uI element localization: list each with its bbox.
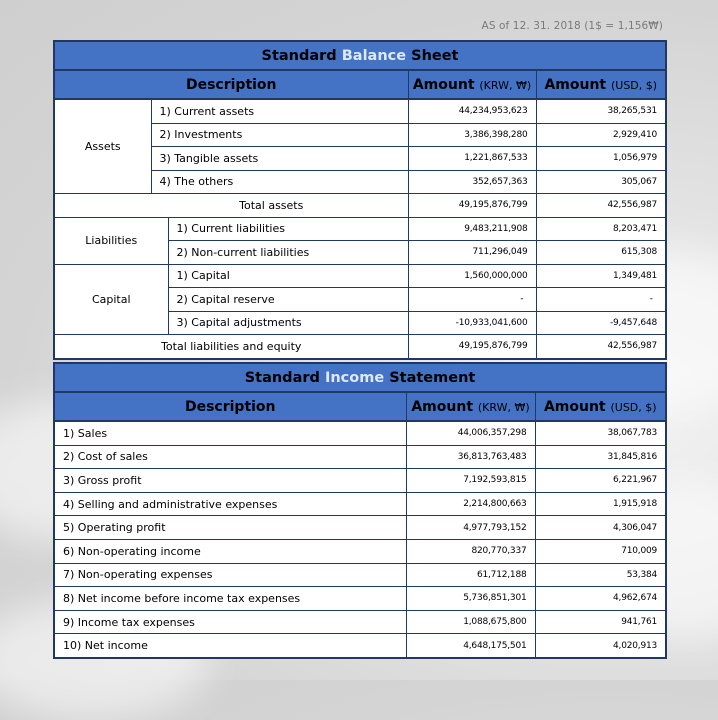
assets-group-label: Assets [54, 99, 151, 194]
krw-value: 49,195,876,799 [408, 194, 536, 218]
col-krw-header: Amount (KRW, ₩) [408, 70, 536, 99]
row-label: 2) Non-current liabilities [168, 241, 408, 265]
row-label: 2) Capital reserve [168, 288, 408, 312]
row-label: 1) Capital [168, 264, 408, 288]
col-usd-header: Amount (USD, $) [536, 70, 666, 99]
krw-value: 36,813,763,483 [406, 445, 535, 469]
usd-value: 4,962,674 [535, 587, 666, 611]
table-row [54, 445, 666, 469]
col-krw-header: Amount (KRW, ₩) [406, 392, 535, 421]
row-label: 3) Gross profit [54, 469, 406, 493]
table-row [54, 469, 666, 493]
table-row [54, 421, 666, 445]
usd-value: 6,221,967 [535, 469, 666, 493]
usd-value: 710,009 [535, 539, 666, 563]
usd-value: 4,306,047 [535, 516, 666, 540]
row-label: 10) Net income [54, 634, 406, 658]
usd-value: 1,349,481 [536, 264, 666, 288]
total-assets-row [54, 194, 666, 218]
usd-value: 53,384 [535, 563, 666, 587]
row-label: Total liabilities and equity [54, 335, 408, 359]
capital-group-label: Capital [54, 264, 168, 335]
krw-value: 3,386,398,280 [408, 123, 536, 147]
row-label: 8) Net income before income tax expenses [54, 587, 406, 611]
usd-value: 38,067,783 [535, 421, 666, 445]
table-row [54, 99, 666, 123]
row-label: 5) Operating profit [54, 516, 406, 540]
krw-value: 49,195,876,799 [408, 335, 536, 359]
krw-value: 352,657,363 [408, 170, 536, 194]
usd-value: 42,556,987 [536, 335, 666, 359]
usd-value: 4,020,913 [535, 634, 666, 658]
krw-value: 61,712,188 [406, 563, 535, 587]
table-row [54, 217, 666, 241]
krw-value: 4,648,175,501 [406, 634, 535, 658]
usd-value: 1,915,918 [535, 492, 666, 516]
balance-sheet-title: Standard Balance Sheet [54, 41, 666, 70]
krw-value: 711,296,049 [408, 241, 536, 265]
krw-value: 1,560,000,000 [408, 264, 536, 288]
table-row [54, 610, 666, 634]
usd-value: -9,457,648 [536, 311, 666, 335]
krw-value: - [408, 288, 536, 312]
krw-value: 4,977,793,152 [406, 516, 535, 540]
krw-value: 44,006,357,298 [406, 421, 535, 445]
krw-value: 5,736,851,301 [406, 587, 535, 611]
usd-value: 42,556,987 [536, 194, 666, 218]
row-label: 3) Tangible assets [151, 147, 408, 171]
row-label: 2) Cost of sales [54, 445, 406, 469]
row-label: Total assets [54, 194, 408, 218]
table-row [54, 587, 666, 611]
usd-value: 305,067 [536, 170, 666, 194]
krw-value: 1,221,867,533 [408, 147, 536, 171]
table-row [54, 634, 666, 658]
row-label: 1) Sales [54, 421, 406, 445]
krw-value: 9,483,211,908 [408, 217, 536, 241]
balance-sheet-table [53, 40, 667, 360]
row-label: 4) The others [151, 170, 408, 194]
table-row [54, 516, 666, 540]
table-row [54, 264, 666, 288]
usd-value: - [536, 288, 666, 312]
row-label: 1) Current assets [151, 99, 408, 123]
krw-value: 44,234,953,623 [408, 99, 536, 123]
row-label: 3) Capital adjustments [168, 311, 408, 335]
income-statement-title: Standard Income Statement [54, 363, 666, 392]
row-label: 6) Non-operating income [54, 539, 406, 563]
krw-value: 820,770,337 [406, 539, 535, 563]
row-label: 9) Income tax expenses [54, 610, 406, 634]
row-label: 7) Non-operating expenses [54, 563, 406, 587]
usd-value: 615,308 [536, 241, 666, 265]
row-label: 4) Selling and administrative expenses [54, 492, 406, 516]
usd-value: 31,845,816 [535, 445, 666, 469]
col-description-header: Description [54, 70, 408, 99]
usd-value: 1,056,979 [536, 147, 666, 171]
krw-value: -10,933,041,600 [408, 311, 536, 335]
total-liabilities-equity-row [54, 335, 666, 359]
row-label: 2) Investments [151, 123, 408, 147]
usd-value: 38,265,531 [536, 99, 666, 123]
col-description-header: Description [54, 392, 406, 421]
usd-value: 941,761 [535, 610, 666, 634]
krw-value: 2,214,800,663 [406, 492, 535, 516]
table-row [54, 563, 666, 587]
usd-value: 8,203,471 [536, 217, 666, 241]
row-label: 1) Current liabilities [168, 217, 408, 241]
krw-value: 1,088,675,800 [406, 610, 535, 634]
income-statement-table [53, 362, 667, 659]
krw-value: 7,192,593,815 [406, 469, 535, 493]
table-row [54, 492, 666, 516]
liabilities-group-label: Liabilities [54, 217, 168, 264]
col-usd-header: Amount (USD, $) [535, 392, 666, 421]
as-of-note: AS of 12. 31. 2018 (1$ = 1,156₩) [481, 20, 663, 32]
usd-value: 2,929,410 [536, 123, 666, 147]
table-row [54, 539, 666, 563]
